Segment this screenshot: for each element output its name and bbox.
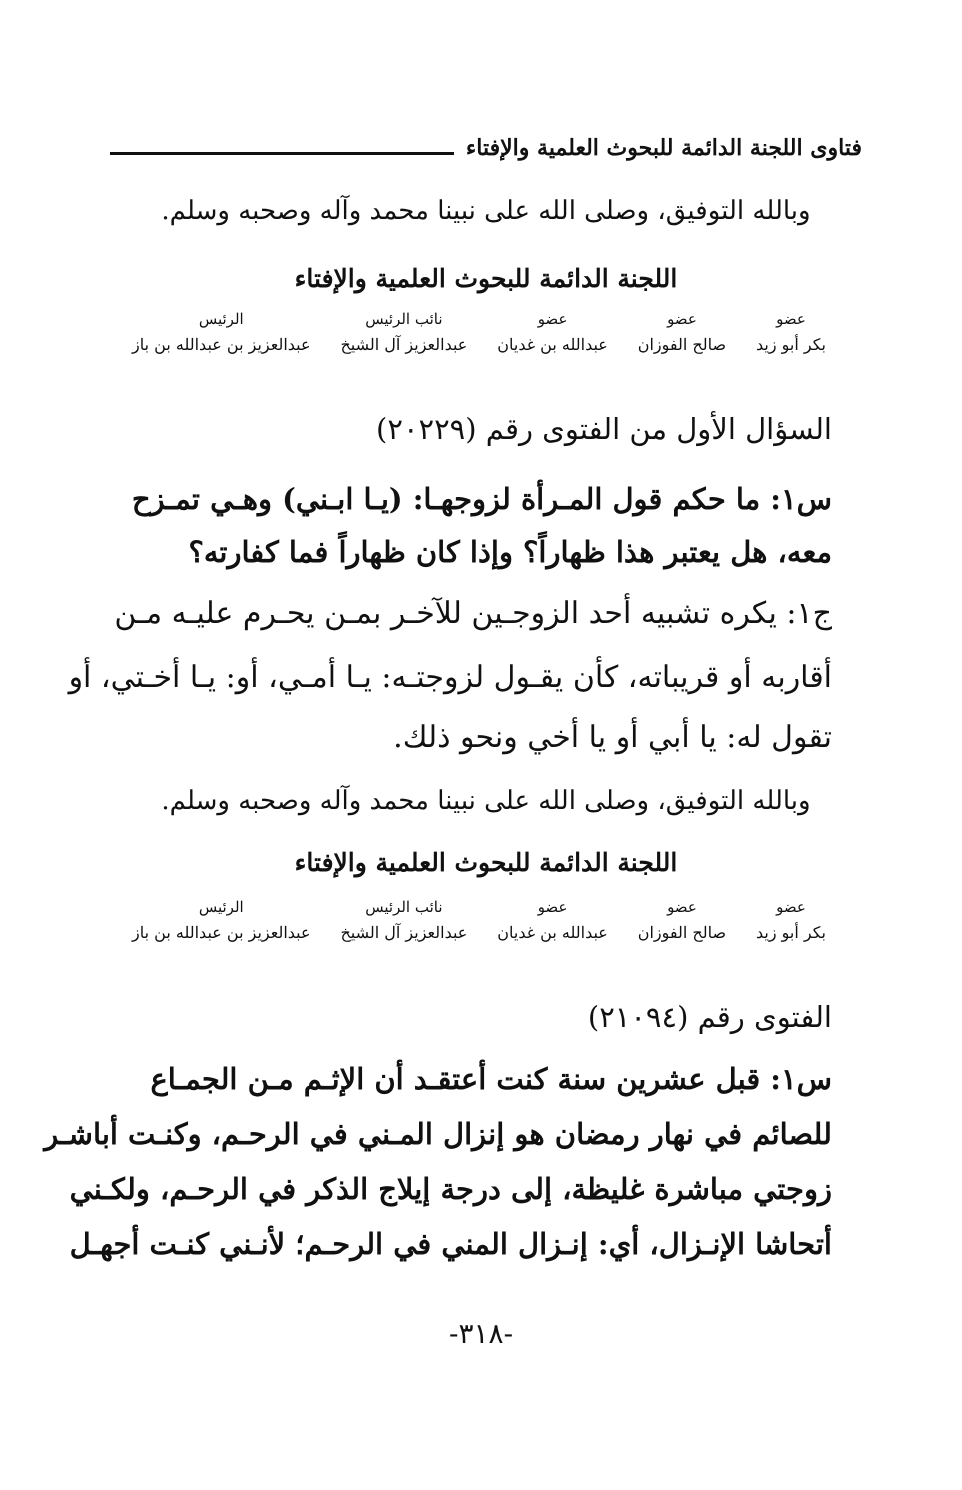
question-line: س١: قبل عشرين سنة كنت أعتقـد أن الإثـم مـن الجمـاع — [150, 1062, 832, 1096]
header-title: فتاوى اللجنة الدائمة للبحوث العلمية والإفتاء — [465, 135, 862, 161]
signatory-role: الرئيس — [198, 898, 244, 916]
signatory-role: عضو — [776, 310, 806, 328]
signatory-role: عضو — [667, 898, 697, 916]
signatory-role: عضو — [537, 898, 568, 916]
signatory-name: عبدالله بن غديان — [497, 923, 608, 942]
signatory — [340, 894, 467, 946]
signatory-name: عبدالعزيز بن عبدالله بن باز — [132, 335, 311, 354]
signatory — [638, 894, 726, 946]
answer-line: ج١: يكره تشبيه أحد الزوجـين للآخـر بمـن يحـرم عليـه مـن — [114, 596, 832, 631]
fatwa-heading: الفتوى رقم (٢١٠٩٤) — [587, 1000, 832, 1034]
header-rule — [110, 152, 454, 155]
signatory-role: الرئيس — [198, 310, 244, 328]
signatory-name: عبدالعزيز بن عبدالله بن باز — [132, 923, 311, 942]
signatory-name: بكر أبو زيد — [755, 335, 826, 354]
signatory-name: صالح الفوزان — [637, 923, 727, 942]
signatory — [638, 306, 726, 358]
running-header — [110, 128, 862, 168]
signatory-name: عبدالله بن غديان — [497, 335, 608, 354]
signatory — [497, 894, 608, 946]
committee-name: اللجنة الدائمة للبحوث العلمية والإفتاء — [294, 848, 678, 877]
signatory — [756, 894, 826, 946]
question-line: أتحاشا الإنـزال، أي: إنـزال المني في الرحـم؛ لأنـني كنـت أجهـل — [69, 1227, 832, 1261]
answer-line: أقاربه أو قريباته، كأن يقـول لزوجتـه: يـا أمـي، أو: يـا أخـتي، أو — [68, 660, 832, 695]
signatory-role: عضو — [537, 310, 568, 328]
signatories-table — [132, 894, 826, 946]
signatory — [340, 306, 467, 358]
question-line: س١: ما حكم قول المـرأة لزوجهـا: (يـا ابـني) وهـي تمـزح — [131, 482, 832, 516]
signatory — [132, 894, 311, 946]
signatories-table — [132, 306, 826, 358]
signatory-name: بكر أبو زيد — [755, 923, 826, 942]
question-line: للصائم في نهار رمضان هو إنزال المـني في الرحـم، وكنـت أباشـر — [44, 1117, 832, 1151]
signatory-name: عبدالعزيز آل الشيخ — [340, 335, 468, 354]
signatory-name: صالح الفوزان — [637, 335, 727, 354]
signatory-role: نائب الرئيس — [365, 310, 443, 328]
page-number: -٣١٨- — [448, 1317, 514, 1350]
signatory-role: نائب الرئيس — [365, 898, 443, 916]
closing-line: وبالله التوفيق، وصلى الله على نبينا محمد وآله وصحبه وسلم. — [161, 786, 811, 816]
signatory — [132, 306, 311, 358]
signatory-role: عضو — [667, 310, 697, 328]
fatwa-heading: السؤال الأول من الفتوى رقم (٢٠٢٢٩) — [376, 412, 832, 446]
signatory-role: عضو — [776, 898, 806, 916]
signatory — [756, 306, 826, 358]
signatory-name: عبدالعزيز آل الشيخ — [340, 923, 468, 942]
question-line: معه، هل يعتبر هذا ظهاراً؟ وإذا كان ظهاراً فما كفارته؟ — [188, 535, 832, 569]
committee-name: اللجنة الدائمة للبحوث العلمية والإفتاء — [294, 264, 678, 293]
question-line: زوجتي مباشرة غليظة، إلى درجة إيلاج الذكر في الرحـم، ولكـني — [69, 1172, 832, 1206]
answer-line: تقول له: يا أبي أو يا أخي ونحو ذلك. — [393, 720, 832, 755]
closing-line: وبالله التوفيق، وصلى الله على نبينا محمد وآله وصحبه وسلم. — [161, 196, 811, 226]
signatory — [497, 306, 608, 358]
